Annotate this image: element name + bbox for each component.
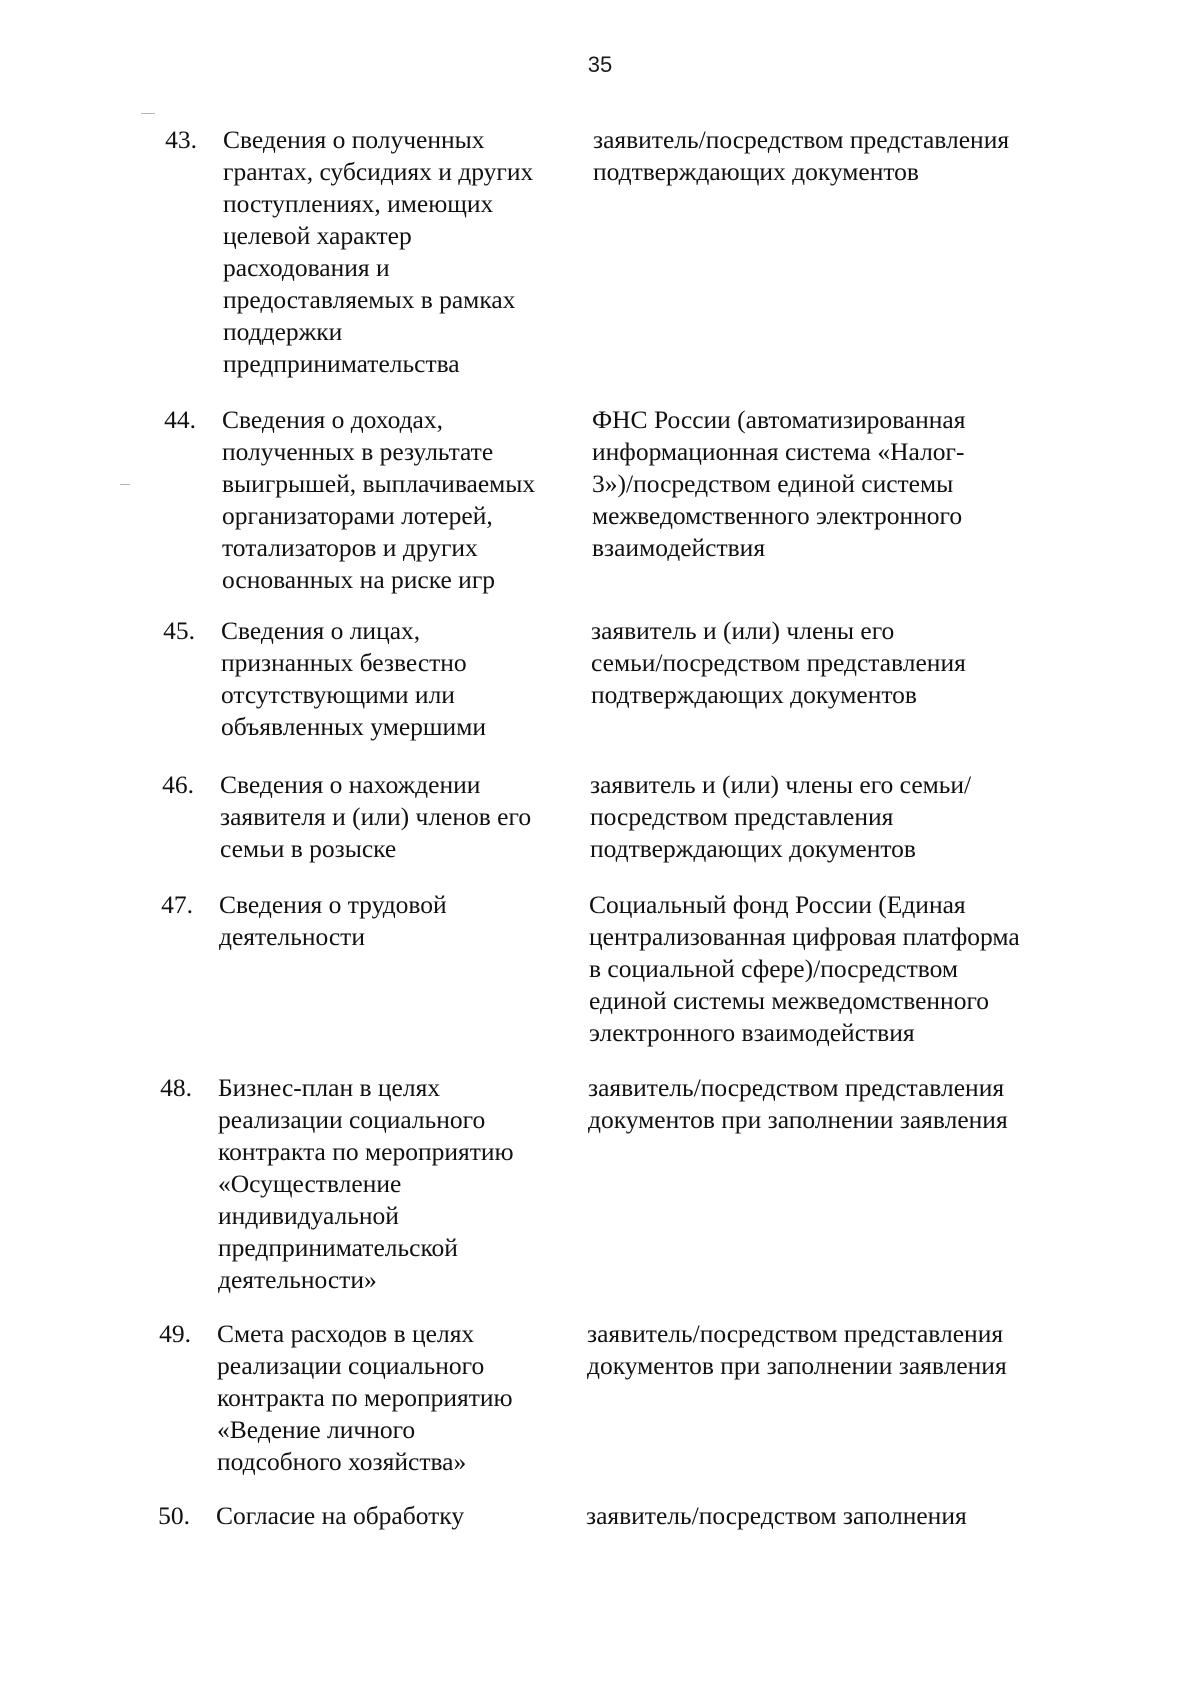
item-document-name: Бизнес-план в целях реализации социального контракта по мероприятию «Осуществление индивидуальной предпринимательской деятельности» xyxy=(218,1073,514,1294)
item-document-name: Сведения о полученных грантах, субсидиях и других поступлениях, имеющих целевой характер расходования и предоставляемых в рамках поддержки предпринимательства xyxy=(223,125,534,378)
item-source: заявитель/посредством представления документов при заполнении заявления xyxy=(587,1319,1007,1380)
item-document-name: Сведения о нахождении заявителя и (или) членов его семьи в розыске xyxy=(220,770,532,863)
item-number: 43. xyxy=(165,125,197,154)
item-source: Социальный фонд России (Единая централизованная цифровая платформа в социальной сфере)/посредством единой системы межведомственного электронного взаимодействия xyxy=(589,890,1020,1047)
item-source: ФНС России (автоматизированная информационная система «Налог- 3»)/посредством единой системы межведомственного электронного взаимодействия xyxy=(592,405,966,562)
item-document-name: Сведения о доходах, полученных в результате выигрышей, выплачиваемых организаторами лотерей, тотализаторов и других основанных на риске игр xyxy=(222,405,536,594)
item-document-name: Сведения о трудовой деятельности xyxy=(219,890,447,951)
item-document-name: Согласие на обработку xyxy=(216,1501,465,1530)
item-number: 49. xyxy=(159,1319,191,1348)
item-source: заявитель и (или) члены его семьи/ посредством представления подтверждающих документов xyxy=(590,770,972,863)
item-number: 44. xyxy=(164,405,196,434)
item-number: 50. xyxy=(158,1501,190,1530)
item-number: 48. xyxy=(160,1073,192,1102)
item-document-name: Смета расходов в целях реализации социального контракта по мероприятию «Ведение личного подсобного хозяйства» xyxy=(217,1319,513,1476)
item-document-name: Сведения о лицах, признанных безвестно отсутствующими или объявленных умершими xyxy=(221,616,486,741)
item-source: заявитель/посредством представления документов при заполнении заявления xyxy=(588,1073,1008,1134)
item-number: 47. xyxy=(161,890,193,919)
page-number: 35 xyxy=(587,52,613,77)
item-source: заявитель и (или) члены его семьи/посредством представления подтверждающих документов xyxy=(591,616,966,709)
item-source: заявитель/посредством представления подтверждающих документов xyxy=(593,125,1010,186)
item-source: заявитель/посредством заполнения xyxy=(586,1501,967,1530)
item-number: 46. xyxy=(162,770,194,799)
item-number: 45. xyxy=(163,616,195,645)
